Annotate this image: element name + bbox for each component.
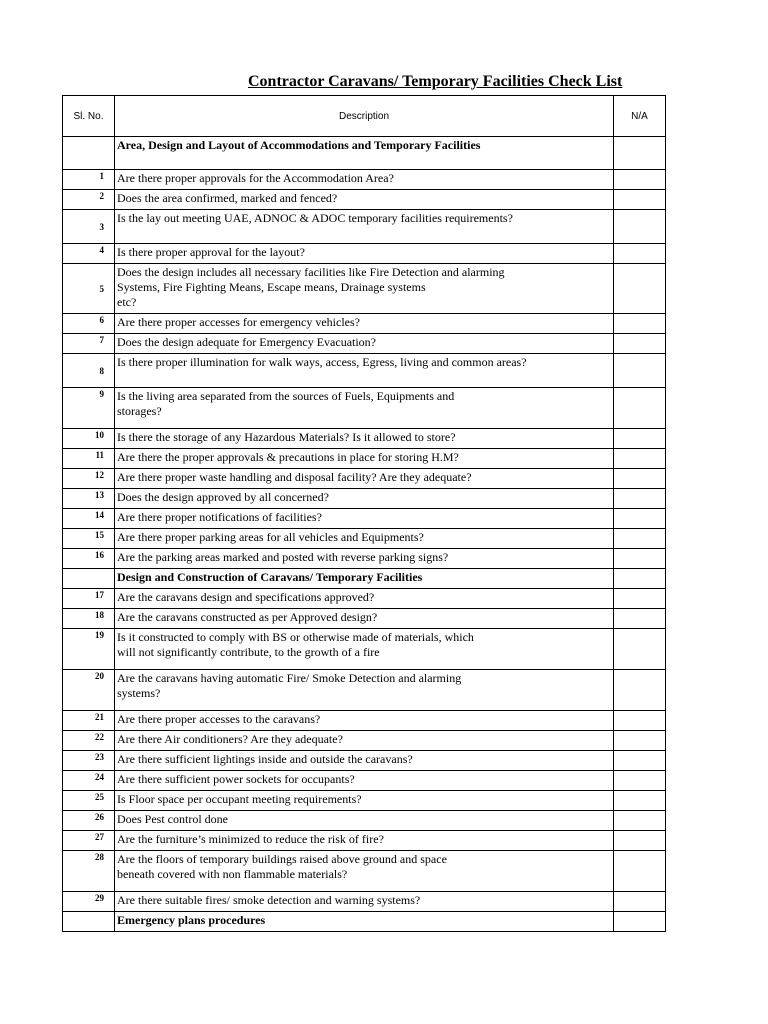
table-row (63, 170, 666, 190)
table-row (63, 210, 666, 244)
row-description: Are there proper approvals for the Accommodation Area? (115, 170, 614, 190)
table-row (63, 190, 666, 210)
na-cell[interactable] (614, 831, 666, 851)
row-number: 10 (63, 429, 115, 449)
row-number: 8 (63, 354, 115, 388)
row-number: 29 (63, 892, 115, 912)
row-description: Is there proper approval for the layout? (115, 244, 614, 264)
na-cell[interactable] (614, 264, 666, 314)
table-row (63, 264, 666, 314)
row-number: 21 (63, 711, 115, 731)
row-number: 20 (63, 670, 115, 711)
table-row (63, 314, 666, 334)
table-row (63, 811, 666, 831)
row-number: 24 (63, 771, 115, 791)
header-description: Description (115, 96, 614, 137)
na-cell[interactable] (614, 210, 666, 244)
na-cell[interactable] (614, 334, 666, 354)
row-description: Are the floors of temporary buildings raised above ground and space beneath covered with non flammable materials? (115, 851, 614, 892)
row-number: 22 (63, 731, 115, 751)
na-cell[interactable] (614, 429, 666, 449)
row-description: Are the furniture’s minimized to reduce the risk of fire? (115, 831, 614, 851)
row-number: 11 (63, 449, 115, 469)
row-number: 1 (63, 170, 115, 190)
row-number (63, 137, 115, 170)
row-number: 23 (63, 751, 115, 771)
row-number: 27 (63, 831, 115, 851)
na-cell[interactable] (614, 851, 666, 892)
table-row (63, 549, 666, 569)
na-cell[interactable] (614, 549, 666, 569)
row-number: 28 (63, 851, 115, 892)
row-number: 9 (63, 388, 115, 429)
na-cell[interactable] (614, 244, 666, 264)
section-row (63, 912, 666, 932)
row-number: 2 (63, 190, 115, 210)
row-description: Is the living area separated from the sources of Fuels, Equipments and storages? (115, 388, 614, 429)
table-row (63, 751, 666, 771)
na-cell[interactable] (614, 629, 666, 670)
na-cell[interactable] (614, 190, 666, 210)
row-number: 12 (63, 469, 115, 489)
row-number: 15 (63, 529, 115, 549)
na-cell[interactable] (614, 731, 666, 751)
header-row (63, 96, 666, 137)
na-cell[interactable] (614, 469, 666, 489)
table-row (63, 609, 666, 629)
row-description: Are there the proper approvals & precautions in place for storing H.M? (115, 449, 614, 469)
row-number: 19 (63, 629, 115, 670)
table-row (63, 851, 666, 892)
table-row (63, 449, 666, 469)
row-description: Are there proper accesses for emergency vehicles? (115, 314, 614, 334)
row-description: Does the design includes all necessary facilities like Fire Detection and alarming Systems, Fire Fighting Means, Escape means, Drainage systems etc? (115, 264, 614, 314)
row-number (63, 912, 115, 932)
table-row (63, 469, 666, 489)
na-cell[interactable] (614, 892, 666, 912)
table-row (63, 354, 666, 388)
table-row (63, 489, 666, 509)
row-description: Is Floor space per occupant meeting requirements? (115, 791, 614, 811)
page-title: Contractor Caravans/ Temporary Facilities Check List (248, 73, 623, 90)
row-description: Are there sufficient lightings inside and outside the caravans? (115, 751, 614, 771)
row-description: Are the caravans constructed as per Approved design? (115, 609, 614, 629)
row-number: 6 (63, 314, 115, 334)
na-cell[interactable] (614, 589, 666, 609)
checklist-table (62, 95, 666, 932)
table-row (63, 892, 666, 912)
table-row (63, 334, 666, 354)
na-cell[interactable] (614, 529, 666, 549)
na-cell[interactable] (614, 354, 666, 388)
header-na: N/A (614, 96, 666, 137)
row-description: Are there proper accesses to the caravans? (115, 711, 614, 731)
row-description: Does the design adequate for Emergency Evacuation? (115, 334, 614, 354)
na-cell[interactable] (614, 449, 666, 469)
row-description: Are there proper waste handling and disposal facility? Are they adequate? (115, 469, 614, 489)
table-row (63, 509, 666, 529)
row-description: Is the lay out meeting UAE, ADNOC & ADOC temporary facilities requirements? (115, 210, 614, 244)
row-description: Is it constructed to comply with BS or otherwise made of materials, which will not significantly contribute, to the growth of a fire (115, 629, 614, 670)
row-number: 25 (63, 791, 115, 811)
na-cell[interactable] (614, 670, 666, 711)
table-row (63, 731, 666, 751)
row-description: Is there the storage of any Hazardous Materials? Is it allowed to store? (115, 429, 614, 449)
row-number: 26 (63, 811, 115, 831)
row-description: Does the area confirmed, marked and fenced? (115, 190, 614, 210)
row-description: Are there Air conditioners? Are they adequate? (115, 731, 614, 751)
table-row (63, 771, 666, 791)
row-number: 16 (63, 549, 115, 569)
section-heading: Area, Design and Layout of Accommodations and Temporary Facilities (115, 137, 614, 170)
na-cell[interactable] (614, 489, 666, 509)
row-number: 7 (63, 334, 115, 354)
na-cell[interactable] (614, 791, 666, 811)
na-cell[interactable] (614, 751, 666, 771)
na-cell[interactable] (614, 912, 666, 932)
row-number: 14 (63, 509, 115, 529)
row-number: 3 (63, 210, 115, 244)
na-cell[interactable] (614, 811, 666, 831)
table-row (63, 589, 666, 609)
row-number: 17 (63, 589, 115, 609)
na-cell[interactable] (614, 609, 666, 629)
table-row (63, 529, 666, 549)
header-sl-no: Sl. No. (63, 96, 115, 137)
table-row (63, 670, 666, 711)
na-cell[interactable] (614, 137, 666, 170)
row-description: Are the caravans having automatic Fire/ Smoke Detection and alarming systems? (115, 670, 614, 711)
row-description: Does Pest control done (115, 811, 614, 831)
section-heading: Design and Construction of Caravans/ Temporary Facilities (115, 569, 614, 589)
table-row (63, 831, 666, 851)
row-number: 5 (63, 264, 115, 314)
row-description: Are there proper notifications of facilities? (115, 509, 614, 529)
na-cell[interactable] (614, 569, 666, 589)
row-number: 4 (63, 244, 115, 264)
section-row (63, 569, 666, 589)
na-cell[interactable] (614, 509, 666, 529)
table-row (63, 429, 666, 449)
table-row (63, 711, 666, 731)
na-cell[interactable] (614, 388, 666, 429)
na-cell[interactable] (614, 771, 666, 791)
section-row (63, 137, 666, 170)
row-number: 13 (63, 489, 115, 509)
table-row (63, 388, 666, 429)
table-row (63, 629, 666, 670)
row-number (63, 569, 115, 589)
row-description: Are the parking areas marked and posted with reverse parking signs? (115, 549, 614, 569)
na-cell[interactable] (614, 170, 666, 190)
table-row (63, 244, 666, 264)
na-cell[interactable] (614, 711, 666, 731)
row-description: Does the design approved by all concerned? (115, 489, 614, 509)
section-heading: Emergency plans procedures (115, 912, 614, 932)
row-description: Are the caravans design and specifications approved? (115, 589, 614, 609)
row-description: Are there sufficient power sockets for occupants? (115, 771, 614, 791)
row-description: Is there proper illumination for walk ways, access, Egress, living and common areas? (115, 354, 614, 388)
row-description: Are there proper parking areas for all vehicles and Equipments? (115, 529, 614, 549)
row-description: Are there suitable fires/ smoke detection and warning systems? (115, 892, 614, 912)
table-row (63, 791, 666, 811)
row-number: 18 (63, 609, 115, 629)
na-cell[interactable] (614, 314, 666, 334)
